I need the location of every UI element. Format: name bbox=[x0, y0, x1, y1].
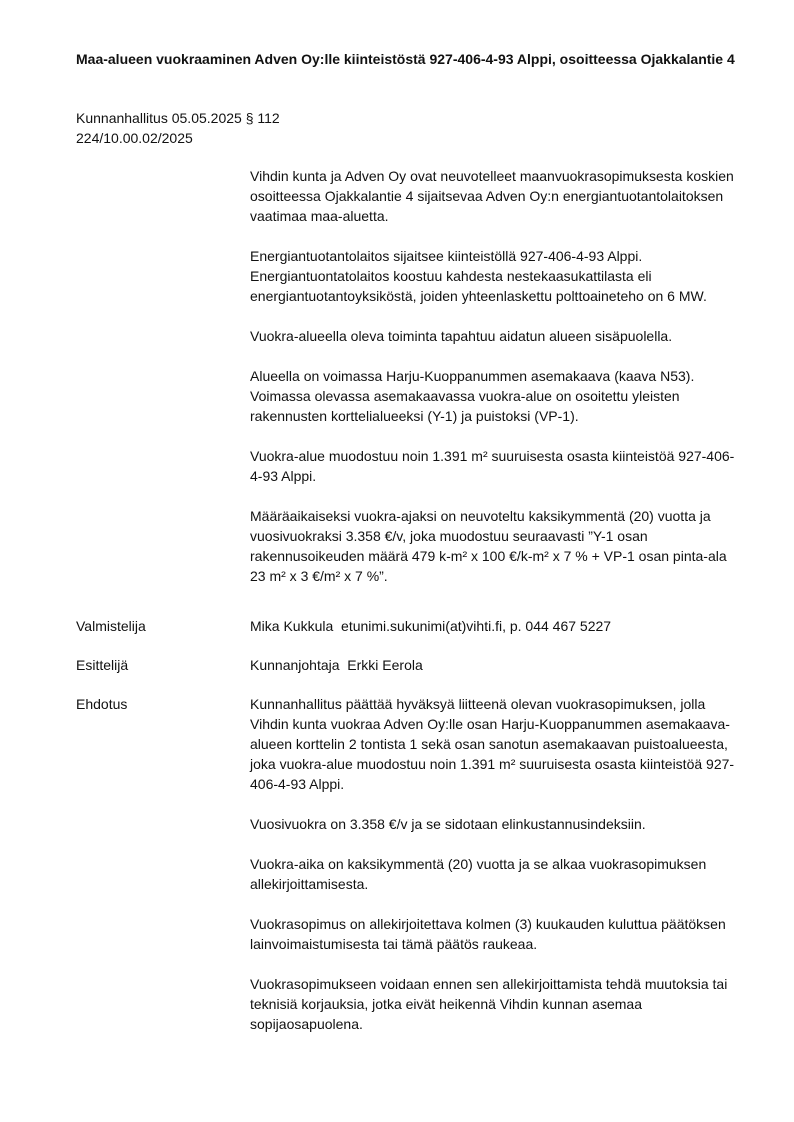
proposal-signing-deadline: Vuokrasopimus on allekirjoitettava kolmen (3) kuukauden kuluttua päätöksen lainvoimaistumisesta tai tämä päätös raukeaa. bbox=[250, 916, 726, 952]
paragraph-plant: Energiantuotantolaitos sijaitsee kiinteistöllä 927-406-4-93 Alppi. Energiantuontatolaitos koostuu kahdesta nestekaasukattilasta eli energiantuotantoyksiköstä, joiden yhteenlaskettu polttoaineteho on 6 MW. bbox=[250, 248, 707, 304]
background-section bbox=[250, 166, 740, 586]
preparer-value: Mika Kukkula etunimi.sukunimi(at)vihti.fi, p. 044 467 5227 bbox=[250, 618, 612, 634]
proposal-section bbox=[250, 694, 740, 1034]
paragraph-area: Vuokra-alue muodostuu noin 1.391 m² suuruisesta osasta kiinteistöä 927-406-4-93 Alppi. bbox=[250, 448, 735, 484]
document-title: Maa-alueen vuokraaminen Adven Oy:lle kiinteistöstä 927-406-4-93 Alppi, osoitteessa Ojakkalantie 4 bbox=[76, 51, 735, 67]
paragraph-rent-terms: Määräaikaiseksi vuokra-ajaksi on neuvoteltu kaksikymmentä (20) vuotta ja vuosivuokraksi 3.358 €/v, joka muodostuu seuraavasti ”Y-1 osan rakennusoikeuden määrä 479 k-m² x 100 €/k-m² x 7 % + VP-1 osan pinta-ala 23 m² x 3 €/m² x 7 %”. bbox=[250, 508, 727, 584]
proposal-term: Vuokra-aika on kaksikymmentä (20) vuotta ja se alkaa vuokrasopimuksen allekirjoittamisesta. bbox=[250, 856, 707, 892]
proposal-label: Ehdotus bbox=[76, 696, 128, 712]
proposal-decision: Kunnanhallitus päättää hyväksyä liitteenä olevan vuokrasopimuksen, jolla Vihdin kunta vuokraa Adven Oy:lle osan Harju-Kuoppanummen asemakaava-alueen korttelin 2 tontista 1 sekä osan sanotun asemakaavan puistoalueesta, joka vuokra-alue muodostuu noin 1.391 m² suuruisesta osasta kiinteistöä 927-406-4-93 Alppi. bbox=[250, 696, 735, 792]
proposal-annual-rent: Vuosivuokra on 3.358 €/v ja se sidotaan elinkustannusindeksiin. bbox=[250, 816, 646, 832]
record-number: 224/10.00.02/2025 bbox=[76, 130, 193, 146]
paragraph-fenced-area: Vuokra-alueella oleva toiminta tapahtuu aidatun alueen sisäpuolella. bbox=[250, 328, 673, 344]
preparer-label: Valmistelija bbox=[76, 618, 146, 634]
meeting-reference: Kunnanhallitus 05.05.2025 § 112 bbox=[76, 110, 280, 126]
proposal-amendments: Vuokrasopimukseen voidaan ennen sen allekirjoittamista tehdä muutoksia tai teknisiä korjauksia, jotka eivät heikennä Vihdin kunnan asemaa sopijaosapuolena. bbox=[250, 976, 728, 1032]
presenter-label: Esittelijä bbox=[76, 657, 129, 673]
paragraph-negotiation: Vihdin kunta ja Adven Oy ovat neuvotelleet maanvuokrasopimuksesta koskien osoitteessa Ojakkalantie 4 sijaitsevaa Adven Oy:n energiantuotantolaitoksen vaatimaa maa-aluetta. bbox=[250, 168, 734, 224]
presenter-value: Kunnanjohtaja Erkki Eerola bbox=[250, 657, 423, 673]
paragraph-zoning: Alueella on voimassa Harju-Kuoppanummen asemakaava (kaava N53). Voimassa olevassa asemakaavassa vuokra-alue on osoitettu yleisten rakennusten korttelialueeksi (Y-1) ja puistoksi (VP-1). bbox=[250, 368, 695, 424]
meeting-meta bbox=[76, 108, 280, 148]
